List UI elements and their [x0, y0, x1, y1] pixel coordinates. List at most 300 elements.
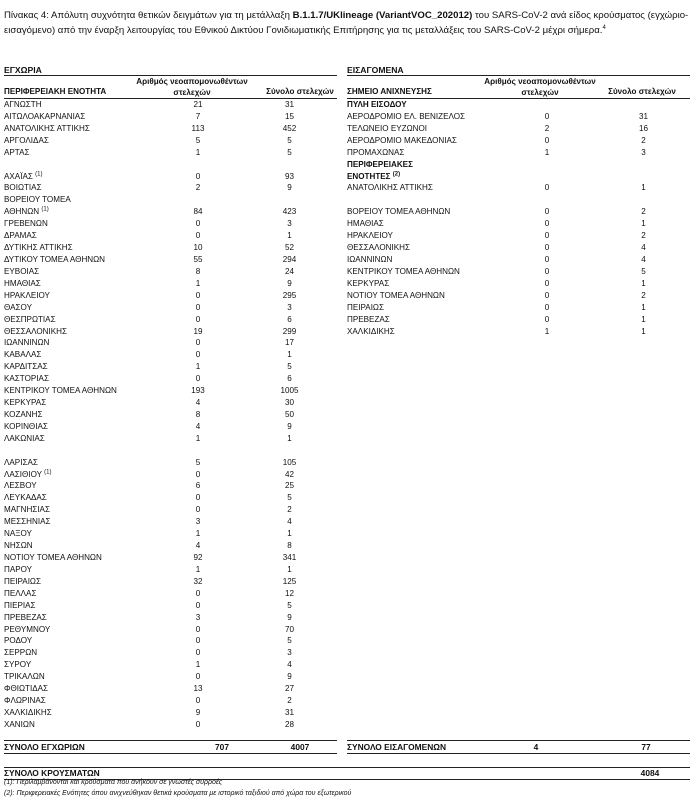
domestic-row-total: 6 — [287, 314, 292, 324]
domestic-row-name — [4, 182, 154, 194]
table-row — [347, 242, 690, 254]
imported-row-total: 2 — [641, 231, 646, 241]
domestic-row-sequenced: 9 — [195, 707, 201, 717]
table-row — [4, 588, 337, 600]
table-row — [347, 147, 690, 159]
domestic-top-rule — [4, 75, 337, 76]
domestic-row-sequenced: 3 — [195, 517, 201, 527]
footnote-2: (2): Περιφερειακές Ενότητες όπου ανιχνεύθηκαν θετικά κρούσματα με ιστορικό ταξιδιού από χώρα του εξωτερικού — [4, 790, 352, 797]
domestic-row-name-text: ΑΧΑΪΑΣ — [4, 171, 33, 181]
table-row — [4, 552, 337, 564]
imported-row-total — [597, 159, 690, 171]
imported-row-name — [347, 135, 497, 147]
table-row — [4, 492, 337, 504]
table-row — [347, 254, 690, 266]
imported-row-name-text: ΠΡΕΒΕΖΑΣ — [347, 314, 390, 324]
table-row — [347, 135, 690, 147]
table-row — [347, 171, 690, 183]
grand-total-top-rule — [4, 767, 690, 768]
imported-row-name-text: ΧΑΛΚΙΔΙΚΗΣ — [347, 326, 395, 336]
imported-row-sequenced: 0 — [544, 231, 550, 241]
domestic-row-name — [4, 707, 154, 719]
domestic-row-sequenced: 0 — [195, 719, 201, 729]
domestic-row-total: 1 — [287, 231, 292, 241]
domestic-col-region-header: ΠΕΡΙΦΕΡΕΙΑΚΗ ΕΝΟΤΗΤΑ — [4, 87, 107, 96]
domestic-row-sequenced: 55 — [193, 254, 203, 264]
table-row — [4, 397, 337, 409]
domestic-row-name-text: ΚΟΖΑΝΗΣ — [4, 409, 43, 419]
domestic-row-total: 1 — [287, 564, 292, 574]
table-row — [4, 540, 337, 552]
domestic-row-sequenced: 0 — [195, 314, 201, 324]
domestic-row-sequenced — [154, 194, 242, 206]
domestic-row-name — [4, 230, 154, 242]
imported-row-sequenced: 2 — [544, 123, 550, 133]
domestic-col-sequenced-header: Αριθμός νεοαπομονωθέντων στελεχών — [136, 77, 248, 97]
imported-spacer-cell — [347, 194, 690, 206]
table-row — [347, 278, 690, 290]
imported-row-name-text: ΠΕΡΙΦΕΡΕΙΑΚΕΣ — [347, 159, 413, 169]
table-row — [347, 326, 690, 338]
imported-row-sequenced: 0 — [544, 290, 550, 300]
domestic-row-sequenced: 0 — [195, 636, 201, 646]
table-row — [4, 409, 337, 421]
domestic-row-total: 295 — [282, 290, 297, 300]
domestic-row-total: 15 — [284, 111, 294, 121]
table-row — [4, 647, 337, 659]
domestic-row-name — [4, 635, 154, 647]
imported-row-name — [347, 182, 497, 194]
domestic-row-name-text: ΠΕΛΛΑΣ — [4, 588, 37, 598]
domestic-row-name — [4, 218, 154, 230]
domestic-row-sequenced: 6 — [195, 481, 201, 491]
domestic-row-name — [4, 337, 154, 349]
imported-row-name-text: ΠΥΛΗ ΕΙΣΟΔΟΥ — [347, 100, 407, 109]
domestic-row-name — [4, 206, 154, 218]
domestic-row-sequenced: 19 — [193, 326, 203, 336]
domestic-row-total: 452 — [282, 123, 297, 133]
domestic-row-total: 423 — [282, 207, 297, 217]
domestic-total-rule — [4, 740, 337, 741]
domestic-row-sequenced: 0 — [195, 648, 201, 658]
domestic-row-total: 5 — [287, 636, 292, 646]
table-row — [4, 242, 337, 254]
domestic-row-name — [4, 576, 154, 588]
domestic-spacer-cell — [4, 159, 337, 171]
domestic-row-sequenced: 8 — [195, 409, 201, 419]
domestic-row-sequenced: 193 — [191, 386, 205, 396]
domestic-row-name-text: ΛΑΣΙΘΙΟΥ — [4, 469, 42, 479]
domestic-row-name — [4, 397, 154, 409]
domestic-row-name-text: ΚΕΡΚΥΡΑΣ — [4, 398, 47, 408]
imported-row-total: 4 — [641, 254, 646, 264]
domestic-row-name-text: ΜΑΓΝΗΣΙΑΣ — [4, 505, 50, 515]
domestic-row-name — [4, 135, 154, 147]
imported-row-sequenced — [497, 99, 597, 111]
imported-total-strains: 77 — [641, 742, 651, 752]
table-row — [4, 528, 337, 540]
domestic-col-total-header: Σύνολο στελεχών — [266, 87, 334, 96]
domestic-row-name-text: ΝΟΤΙΟΥ ΤΟΜΕΑ ΑΘΗΝΩΝ — [4, 553, 102, 562]
imported-row-total — [597, 171, 690, 183]
imported-row-name-text: ΕΝΟΤΗΤΕΣ — [347, 171, 391, 181]
domestic-row-total: 1 — [287, 529, 292, 539]
domestic-row-sequenced: 21 — [193, 100, 203, 109]
domestic-row-name — [4, 564, 154, 576]
imported-top-rule — [347, 75, 690, 76]
domestic-row-name — [4, 314, 154, 326]
domestic-row-name — [4, 290, 154, 302]
domestic-row-sequenced: 0 — [195, 219, 201, 229]
domestic-table — [4, 99, 337, 731]
domestic-row-name — [4, 99, 154, 111]
footnote-1: (1): Περιλαμβάνονται και κρούσματα που ανήκουν σε γνωστές συρροές — [4, 779, 223, 786]
imported-col-sequenced-header: Αριθμός νεοαπομονωθέντων στελεχών — [484, 77, 596, 97]
domestic-row-sequenced: 0 — [195, 588, 201, 598]
domestic-row-total: 4 — [287, 660, 292, 670]
table-row — [4, 516, 337, 528]
domestic-row-name — [4, 433, 154, 445]
domestic-row-name-text: ΑΓΝΩΣΤΗ — [4, 100, 42, 109]
domestic-row-name — [4, 504, 154, 516]
imported-row-total: 1 — [641, 219, 646, 229]
domestic-row-sequenced: 0 — [195, 493, 201, 503]
domestic-row-name-text: ΙΩΑΝΝΙΝΩΝ — [4, 338, 50, 348]
domestic-row-total: 12 — [284, 588, 294, 598]
domestic-row-footnote-mark: (1) — [44, 468, 52, 475]
grand-total-label: ΣΥΝΟΛΟ ΚΡΟΥΣΜΑΤΩΝ — [4, 768, 100, 778]
table-row — [4, 612, 337, 624]
domestic-row-name-text: ΔΥΤΙΚΟΥ ΤΟΜΕΑ ΑΘΗΝΩΝ — [4, 254, 106, 264]
table-row — [347, 218, 690, 230]
imported-row-sequenced: 0 — [544, 243, 550, 253]
domestic-row-sequenced: 4 — [195, 541, 201, 551]
caption-footnote-mark: 4 — [602, 24, 606, 31]
table-row — [4, 683, 337, 695]
domestic-row-total: 27 — [284, 684, 294, 694]
domestic-row-name — [4, 516, 154, 528]
imported-row-name — [347, 254, 497, 266]
table-row — [347, 123, 690, 135]
domestic-row-sequenced: 1 — [195, 147, 201, 157]
table-row — [4, 123, 337, 135]
domestic-row-sequenced: 0 — [195, 696, 201, 706]
domestic-row-name — [4, 373, 154, 385]
domestic-row-name — [4, 647, 154, 659]
table-row — [4, 707, 337, 719]
domestic-row-name — [4, 671, 154, 683]
table-row — [4, 659, 337, 671]
domestic-row-name-text: ΧΑΛΚΙΔΙΚΗΣ — [4, 707, 52, 717]
domestic-row-name-text: ΡΟΔΟΥ — [4, 636, 33, 646]
domestic-row-name — [4, 147, 154, 159]
domestic-row-name — [4, 683, 154, 695]
imported-row-name — [347, 171, 497, 183]
imported-row-total — [597, 99, 690, 111]
table-row — [4, 278, 337, 290]
imported-row-name-text: ΚΕΝΤΡΙΚΟΥ ΤΟΜΕΑ ΑΘΗΝΩΝ — [347, 266, 460, 276]
domestic-row-total: 2 — [287, 505, 292, 515]
imported-row-name — [347, 99, 497, 111]
domestic-row-name-text: ΠΙΕΡΙΑΣ — [4, 600, 36, 610]
table-row — [347, 302, 690, 314]
domestic-row-total: 5 — [287, 362, 292, 372]
domestic-row-sequenced: 32 — [193, 576, 203, 586]
domestic-row-total: 30 — [284, 398, 294, 408]
domestic-row-sequenced: 0 — [195, 505, 201, 515]
domestic-row-total: 5 — [287, 600, 292, 610]
domestic-row-total: 50 — [284, 409, 294, 419]
caption-text-post: του SARS-CoV-2 ανά είδος κρούσματος (εγχώριο-εισαγόμενο) από την έναρξη λειτουργίας του Εθνικού Δικτύου Γονιδιωματικής Επιτήρησης για τις μεταλλάξεις του SARS-CoV-2 μέχρι σήμερα. — [4, 10, 689, 36]
table-row — [4, 433, 337, 445]
imported-total-sequenced: 4 — [533, 742, 539, 752]
table-row — [4, 266, 337, 278]
table-row — [347, 159, 690, 171]
domestic-row-total: 31 — [284, 707, 294, 717]
domestic-row-name — [4, 480, 154, 492]
domestic-row-name — [4, 588, 154, 600]
domestic-row-sequenced: 1 — [195, 433, 201, 443]
table-row — [4, 230, 337, 242]
imported-col-total-header: Σύνολο στελεχών — [608, 87, 676, 96]
imported-row-sequenced — [497, 171, 597, 183]
imported-row-name — [347, 218, 497, 230]
domestic-row-name-text: ΦΘΙΩΤΙΔΑΣ — [4, 684, 49, 694]
imported-total-label: ΣΥΝΟΛΟ ΕΙΣΑΓΟΜΕΝΩΝ — [347, 742, 447, 752]
domestic-row-sequenced: 5 — [195, 135, 201, 145]
domestic-row-name — [4, 719, 154, 731]
domestic-spacer-row — [4, 159, 337, 171]
imported-row-name-text: ΑΕΡΟΔΡΟΜΙΟ ΕΛ. ΒΕΝΙΖΕΛΟΣ — [347, 111, 466, 121]
domestic-row-footnote-mark: (1) — [35, 170, 43, 177]
caption-strain: B.1.1.7/UKlineage (VariantVOC_202012) — [292, 10, 473, 21]
imported-row-total: 4 — [641, 243, 646, 253]
imported-row-total: 1 — [641, 302, 646, 312]
domestic-row-name — [4, 242, 154, 254]
domestic-row-total: 299 — [282, 326, 297, 336]
table-row — [4, 695, 337, 707]
table-row — [347, 206, 690, 218]
table-row — [4, 624, 337, 636]
domestic-row-total: 3 — [287, 648, 292, 658]
imported-spacer-row — [347, 194, 690, 206]
domestic-row-sequenced: 84 — [193, 207, 203, 217]
domestic-row-name-text: ΛΑΚΩΝΙΑΣ — [4, 433, 45, 443]
table-row — [347, 99, 690, 111]
imported-table — [347, 99, 690, 337]
domestic-row-name — [4, 123, 154, 135]
domestic-row-name — [4, 469, 154, 481]
table-row — [4, 421, 337, 433]
domestic-row-name — [4, 695, 154, 707]
table-row — [4, 99, 337, 111]
domestic-row-total: 17 — [284, 338, 294, 348]
domestic-row-sequenced: 1 — [195, 529, 201, 539]
domestic-row-total: 3 — [287, 302, 292, 312]
imported-row-name-text: ΤΕΛΩΝΕΙΟ ΕΥΖΩΝΟΙ — [347, 123, 428, 133]
domestic-row-total: 9 — [287, 421, 292, 431]
domestic-row-sequenced: 13 — [193, 684, 203, 694]
table-row — [4, 111, 337, 123]
domestic-row-total: 25 — [284, 481, 294, 491]
domestic-row-name-text: ΤΡΙΚΑΛΩΝ — [4, 672, 45, 682]
table-row — [4, 135, 337, 147]
domestic-row-sequenced: 1 — [195, 660, 201, 670]
domestic-row-name-text: ΘΑΣΟΥ — [4, 302, 32, 312]
domestic-row-name-text: ΜΕΣΣΗΝΙΑΣ — [4, 517, 51, 527]
imported-row-total: 2 — [641, 135, 646, 145]
table-row — [4, 302, 337, 314]
domestic-row-name-text: ΚΕΝΤΡΙΚΟΥ ΤΟΜΕΑ ΑΘΗΝΩΝ — [4, 386, 117, 396]
domestic-row-total: 5 — [287, 493, 292, 503]
domestic-row-name-text: ΧΑΝΙΩΝ — [4, 719, 35, 729]
imported-row-name-text: ΙΩΑΝΝΙΝΩΝ — [347, 254, 393, 264]
domestic-row-sequenced: 0 — [195, 469, 201, 479]
domestic-total-bottom-rule — [4, 753, 337, 754]
table-row — [4, 504, 337, 516]
table-row — [4, 206, 337, 218]
domestic-row-name-text: ΒΟΙΩΤΙΑΣ — [4, 183, 42, 193]
table-row — [347, 266, 690, 278]
domestic-row-sequenced: 2 — [195, 183, 201, 193]
table-row — [4, 254, 337, 266]
imported-row-name — [347, 111, 497, 123]
table-row — [4, 194, 337, 206]
domestic-row-sequenced: 4 — [195, 398, 201, 408]
domestic-spacer-cell — [4, 445, 337, 457]
domestic-row-name-text: ΚΑΡΔΙΤΣΑΣ — [4, 362, 48, 372]
imported-row-name-text: ΚΕΡΚΥΡΑΣ — [347, 278, 390, 288]
domestic-row-name-text: ΝΗΣΩΝ — [4, 541, 33, 551]
table-row — [347, 182, 690, 194]
domestic-total-sequenced: 707 — [215, 742, 229, 752]
domestic-row-total: 6 — [287, 374, 292, 384]
domestic-row-sequenced: 92 — [193, 553, 203, 562]
table-row — [4, 290, 337, 302]
domestic-row-name-text: ΚΑΒΑΛΑΣ — [4, 350, 42, 360]
table-row — [4, 147, 337, 159]
domestic-row-name — [4, 326, 154, 338]
domestic-row-name-text: ΔΥΤΙΚΗΣ ΑΤΤΙΚΗΣ — [4, 243, 73, 253]
domestic-row-name — [4, 421, 154, 433]
domestic-row-sequenced: 1 — [195, 278, 201, 288]
imported-row-sequenced: 0 — [544, 254, 550, 264]
domestic-row-name-text: ΠΕΙΡΑΙΩΣ — [4, 576, 41, 586]
table-row — [4, 361, 337, 373]
domestic-row-name — [4, 552, 154, 564]
domestic-total-label: ΣΥΝΟΛΟ ΕΓΧΩΡΙΩΝ — [4, 742, 85, 752]
table-row — [347, 111, 690, 123]
imported-row-name — [347, 326, 497, 338]
imported-row-name-text: ΘΕΣΣΑΛΟΝΙΚΗΣ — [347, 243, 410, 253]
table-row — [4, 457, 337, 469]
domestic-row-name-text: ΑΘΗΝΩΝ — [4, 207, 40, 217]
domestic-row-name-text: ΑΡΤΑΣ — [4, 147, 30, 157]
imported-row-name-text: ΗΡΑΚΛΕΙΟΥ — [347, 231, 393, 241]
imported-row-sequenced: 0 — [544, 111, 550, 121]
imported-total-bottom-rule — [347, 753, 690, 754]
table-row — [4, 564, 337, 576]
imported-row-total: 16 — [638, 123, 648, 133]
domestic-row-name-text: ΚΟΡΙΝΘΙΑΣ — [4, 421, 48, 431]
domestic-row-total: 31 — [284, 100, 294, 109]
imported-row-name-text: ΗΜΑΘΙΑΣ — [347, 219, 384, 229]
imported-row-total: 5 — [641, 266, 646, 276]
domestic-row-sequenced: 10 — [193, 243, 203, 253]
domestic-row-sequenced: 4 — [195, 421, 201, 431]
domestic-row-name — [4, 457, 154, 469]
imported-row-sequenced — [497, 159, 597, 171]
table-row — [4, 337, 337, 349]
imported-row-total: 2 — [641, 290, 646, 300]
table-row — [4, 671, 337, 683]
domestic-row-name — [4, 111, 154, 123]
domestic-row-total: 3 — [287, 219, 292, 229]
domestic-row-total: 1 — [287, 433, 292, 443]
domestic-row-sequenced: 1 — [195, 564, 201, 574]
domestic-row-name-text: ΕΥΒΟΙΑΣ — [4, 266, 40, 276]
domestic-row-sequenced: 0 — [195, 290, 201, 300]
imported-row-name — [347, 159, 497, 171]
table-row — [4, 635, 337, 647]
domestic-row-name-text: ΘΕΣΠΡΩΤΙΑΣ — [4, 314, 56, 324]
domestic-row-name-text: ΠΡΕΒΕΖΑΣ — [4, 612, 47, 622]
table-row — [4, 385, 337, 397]
table-row — [347, 290, 690, 302]
domestic-row-name — [4, 409, 154, 421]
table-row — [4, 314, 337, 326]
domestic-row-sequenced: 0 — [195, 624, 201, 634]
table-row — [4, 600, 337, 612]
domestic-row-sequenced: 0 — [195, 350, 201, 360]
caption-text-pre: Πίνακας 4: Απόλυτη συχνότητα θετικών δειγμάτων για τη μετάλλαξη — [4, 10, 293, 21]
imported-row-name-text: ΠΕΙΡΑΙΩΣ — [347, 302, 384, 312]
domestic-row-total: 52 — [284, 243, 294, 253]
table-row — [4, 182, 337, 194]
domestic-row-sequenced: 3 — [195, 612, 201, 622]
domestic-row-total — [242, 194, 337, 206]
domestic-row-total: 1005 — [280, 386, 299, 396]
domestic-row-name — [4, 612, 154, 624]
imported-row-name — [347, 278, 497, 290]
imported-row-sequenced: 0 — [544, 302, 550, 312]
imported-row-sequenced: 1 — [544, 326, 550, 336]
table-row — [4, 349, 337, 361]
domestic-section-title: ΕΓΧΩΡΙΑ — [4, 65, 42, 75]
table-row — [347, 314, 690, 326]
domestic-row-name-text: ΑΝΑΤΟΛΙΚΗΣ ΑΤΤΙΚΗΣ — [4, 123, 90, 133]
table-row — [4, 469, 337, 481]
domestic-row-total: 4 — [287, 517, 292, 527]
imported-row-sequenced: 0 — [544, 207, 550, 217]
imported-row-total: 1 — [641, 183, 646, 193]
imported-row-sequenced: 0 — [544, 278, 550, 288]
domestic-row-total: 8 — [287, 541, 292, 551]
domestic-row-name-text: ΛΑΡΙΣΑΣ — [4, 457, 38, 467]
imported-row-total: 3 — [641, 147, 646, 157]
domestic-row-name — [4, 540, 154, 552]
domestic-row-name-text: ΘΕΣΣΑΛΟΝΙΚΗΣ — [4, 326, 67, 336]
domestic-row-footnote-mark: (1) — [41, 206, 49, 213]
table-row — [347, 230, 690, 242]
table-row — [4, 171, 337, 183]
domestic-row-total: 42 — [284, 469, 294, 479]
domestic-row-sequenced: 0 — [195, 338, 201, 348]
table-row — [4, 480, 337, 492]
imported-row-name — [347, 123, 497, 135]
domestic-row-name — [4, 254, 154, 266]
domestic-spacer-row — [4, 445, 337, 457]
